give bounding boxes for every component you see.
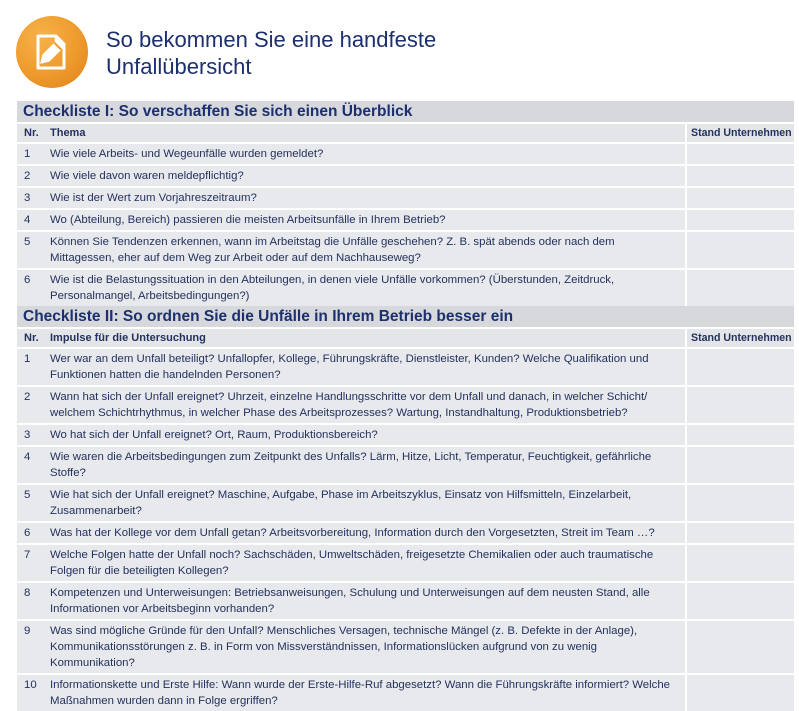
checklist2-title-row [17,306,794,328]
table-row [17,143,794,165]
checklist-table [17,101,794,711]
row-number: 5 [17,484,42,522]
column-header-topic: Thema [42,123,686,143]
checklist1-title-row [17,101,794,123]
row-number: 3 [17,187,42,209]
row-question: Informationskette und Erste Hilfe: Wann wurde der Erste-Hilfe-Ruf abgesetzt? Wann die Führungskräfte informiert? Welche Maßnahmen wurden dann in Folge ergriffen? [42,674,686,711]
row-question: Wie ist die Belastungssituation in den Abteilungen, in denen viele Unfälle vorkommen? (Überstunden, Zeitdruck, Personalmangel, Arbeitsbedingungen?) [42,269,686,306]
table-row [17,231,794,269]
row-question: Was sind mögliche Gründe für den Unfall? Menschliches Versagen, technische Mängel (z. B. Defekte in der Anlage), Kommunikationsstörungen z. B. in Form von Missverständnissen, Informationslücken aufgrund von zu wenig Kommunikation? [42,620,686,674]
row-question: Wie ist der Wert zum Vorjahreszeitraum? [42,187,686,209]
row-number: 3 [17,424,42,446]
row-question: Was hat der Kollege vor dem Unfall getan? Arbeitsvorbereitung, Information durch den Vorgesetzten, Streit im Team …? [42,522,686,544]
column-header-impulses: Impulse für die Untersuchung [42,328,686,348]
header [0,0,799,100]
column-header-nr: Nr. [17,123,42,143]
table-row [17,544,794,582]
row-number: 6 [17,269,42,306]
table-row [17,582,794,620]
status-field[interactable] [686,209,794,231]
table-row [17,620,794,674]
row-number: 9 [17,620,42,674]
row-question: Wo hat sich der Unfall ereignet? Ort, Raum, Produktionsbereich? [42,424,686,446]
status-field[interactable] [686,143,794,165]
table-row [17,424,794,446]
checklist-sheet [17,101,794,711]
row-question: Kompetenzen und Unterweisungen: Betriebsanweisungen, Schulung und Unterweisungen auf dem neusten Stand, alle Informationen vor Arbeitsbeginn vorhanden? [42,582,686,620]
row-question: Wie viele davon waren meldepflichtig? [42,165,686,187]
table-row [17,187,794,209]
row-question: Wo (Abteilung, Bereich) passieren die meisten Arbeitsunfälle in Ihrem Betrieb? [42,209,686,231]
checklist1-title: Checkliste I: So verschaffen Sie sich einen Überblick [17,101,794,123]
column-header-nr: Nr. [17,328,42,348]
row-number: 2 [17,165,42,187]
status-field[interactable] [686,544,794,582]
row-number: 7 [17,544,42,582]
row-number: 4 [17,446,42,484]
page-title-line2: Unfallübersicht [106,54,252,79]
table-row [17,484,794,522]
edit-document-icon [16,16,88,88]
status-field[interactable] [686,582,794,620]
row-question: Wer war an dem Unfall beteiligt? Unfallopfer, Kollege, Führungskräfte, Dienstleister, Kunden? Welche Qualifikation und Funktionen hatten die handelnden Personen? [42,348,686,386]
checklist2-header-row [17,328,794,348]
status-field[interactable] [686,424,794,446]
table-row [17,386,794,424]
status-field[interactable] [686,348,794,386]
table-row [17,209,794,231]
table-row [17,165,794,187]
row-question: Wie viele Arbeits- und Wegeunfälle wurden gemeldet? [42,143,686,165]
table-row [17,522,794,544]
status-field[interactable] [686,620,794,674]
table-row [17,446,794,484]
row-question: Wie hat sich der Unfall ereignet? Maschine, Aufgabe, Phase im Arbeitszyklus, Einsatz von Hilfsmitteln, Einzelarbeit, Zusammenarbeit? [42,484,686,522]
row-number: 1 [17,143,42,165]
table-row [17,269,794,306]
row-number: 5 [17,231,42,269]
status-field[interactable] [686,165,794,187]
page-title [106,26,436,80]
row-question: Können Sie Tendenzen erkennen, wann im Arbeitstag die Unfälle geschehen? Z. B. spät abends oder nach dem Mittagessen, eher auf dem Weg zur Arbeit oder auf dem Nachhauseweg? [42,231,686,269]
column-header-stand: Stand Unternehmen [686,328,794,348]
status-field[interactable] [686,484,794,522]
row-number: 2 [17,386,42,424]
row-number: 6 [17,522,42,544]
row-question: Wie waren die Arbeitsbedingungen zum Zeitpunkt des Unfalls? Lärm, Hitze, Licht, Temperatur, Feuchtigkeit, gefährliche Stoffe? [42,446,686,484]
status-field[interactable] [686,386,794,424]
row-number: 8 [17,582,42,620]
column-header-stand: Stand Unternehmen [686,123,794,143]
row-number: 1 [17,348,42,386]
status-field[interactable] [686,446,794,484]
row-number: 10 [17,674,42,711]
table-row [17,348,794,386]
row-question: Wann hat sich der Unfall ereignet? Uhrzeit, einzelne Handlungsschritte vor dem Unfall und danach, in welcher Schicht/ welchem Schichtrhythmus, in welcher Phase des Arbeitsprozesses? Wartung, Instandhaltung, Produktionsbetrieb? [42,386,686,424]
checklist1-header-row [17,123,794,143]
row-number: 4 [17,209,42,231]
row-question: Welche Folgen hatte der Unfall noch? Sachschäden, Umweltschäden, freigesetzte Chemikalien oder auch traumatische Folgen für die beteiligten Kollegen? [42,544,686,582]
page-title-line1: So bekommen Sie eine handfeste [106,27,437,52]
status-field[interactable] [686,231,794,269]
status-field[interactable] [686,187,794,209]
status-field[interactable] [686,522,794,544]
status-field[interactable] [686,269,794,306]
table-row [17,674,794,711]
checklist2-title: Checkliste II: So ordnen Sie die Unfälle in Ihrem Betrieb besser ein [17,306,794,328]
status-field[interactable] [686,674,794,711]
